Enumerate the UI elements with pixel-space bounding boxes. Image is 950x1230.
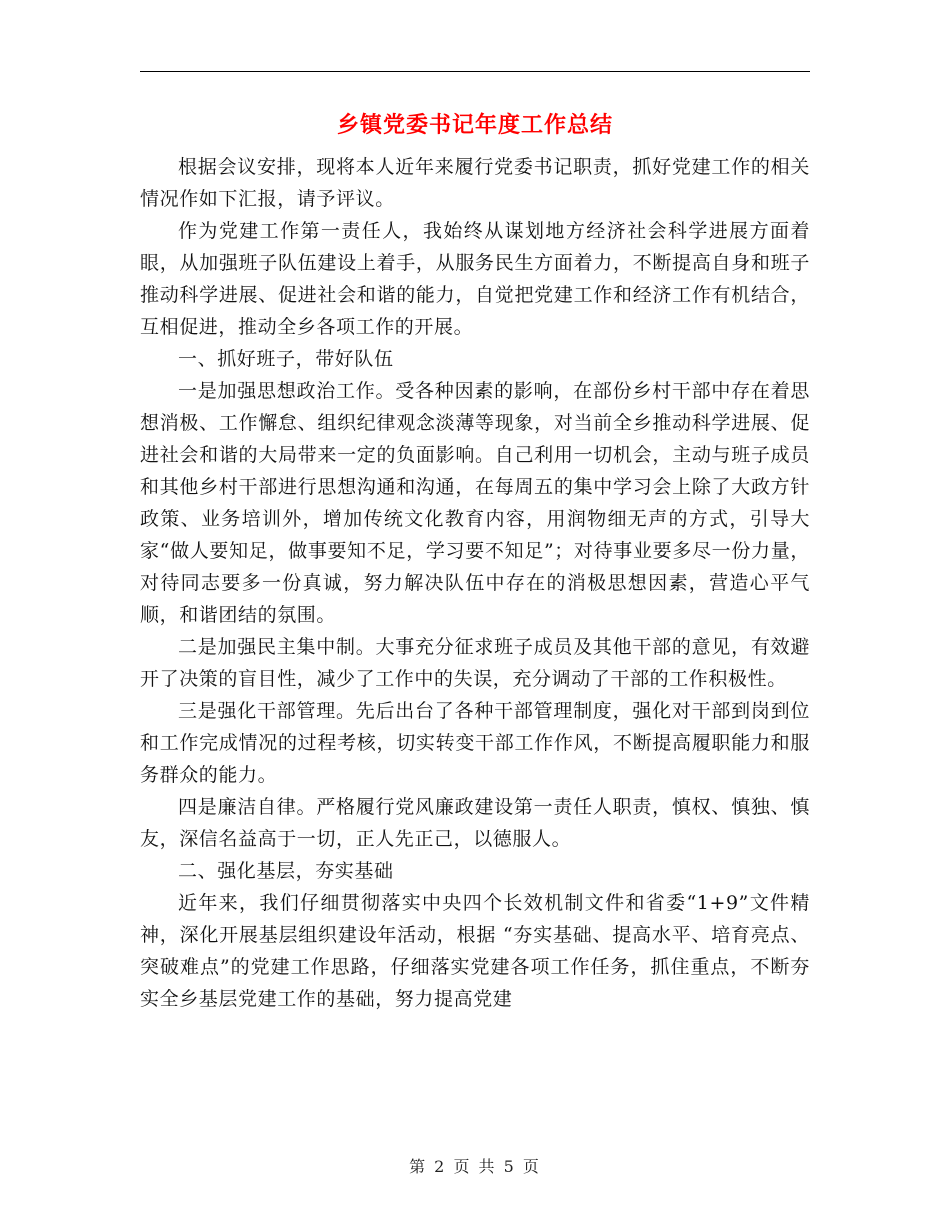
paragraph-ideology: 一是加强思想政治工作。受各种因素的影响，在部份乡村干部中存在着思想消极、工作懈怠、组织纪律观念淡薄等现象，对当前全乡推动科学进展、促进社会和谐的大局带来一定的负面影响。自己利用一切机会，主动与班子成员和其他乡村干部进行思想沟通和沟通，在每周五的集中学习会上除了大政方针政策、业务培训外，增加传统文化教育内容，用润物细无声的方式，引导大家“做人要知足，做事要知不足，学习要不知足”；对待事业要多尽一份力量，对待同志要多一份真诚，努力解决队伍中存在的消极思想因素，营造心平气顺，和谐团结的氛围。 [140, 380, 810, 626]
paragraph-management: 三是强化干部管理。先后出台了各种干部管理制度，强化对干部到岗到位和工作完成情况的过程考核，切实转变干部工作作风，不断提高履职能力和服务群众的能力。 [140, 700, 810, 786]
header-rule [140, 71, 810, 72]
section-heading-1: 一、抓好班子，带好队伍 [178, 348, 394, 370]
document-title: 乡镇党委书记年度工作总结 [336, 112, 613, 138]
paragraph-grassroots: 近年来，我们仔细贯彻落实中央四个长效机制文件和省委“1+9”文件精神，深化开展基层组织建设年活动，根据 “夯实基础、提高水平、培育亮点、突破难点”的党建工作思路，仔细落实党建各项工作任务，抓住重点，不断夯实全乡基层党建工作的基础，努力提高党建 [140, 892, 810, 1010]
paragraph-responsibility: 作为党建工作第一责任人，我始终从谋划地方经济社会科学进展方面着眼，从加强班子队伍建设上着手，从服务民生方面着力，不断提高自身和班子推动科学进展、促进社会和谐的能力，自觉把党建工作和经济工作有机结合，互相促进，推动全乡各项工作的开展。 [140, 220, 810, 338]
document-body [140, 151, 810, 1015]
paragraph-intro: 根据会议安排，现将本人近年来履行党委书记职责，抓好党建工作的相关情况作如下汇报，请予评议。 [140, 156, 810, 210]
paragraph-democracy: 二是加强民主集中制。大事充分征求班子成员及其他干部的意见，有效避开了决策的盲目性，减少了工作中的失误，充分调动了干部的工作积极性。 [140, 636, 810, 690]
page-number: 第 2 页 共 5 页 [409, 1157, 541, 1176]
paragraph-integrity: 四是廉洁自律。严格履行党风廉政建设第一责任人职责，慎权、慎独、慎友，深信名益高于一切，正人先正己，以德服人。 [140, 796, 810, 850]
section-heading-2: 二、强化基层，夯实基础 [178, 860, 394, 882]
